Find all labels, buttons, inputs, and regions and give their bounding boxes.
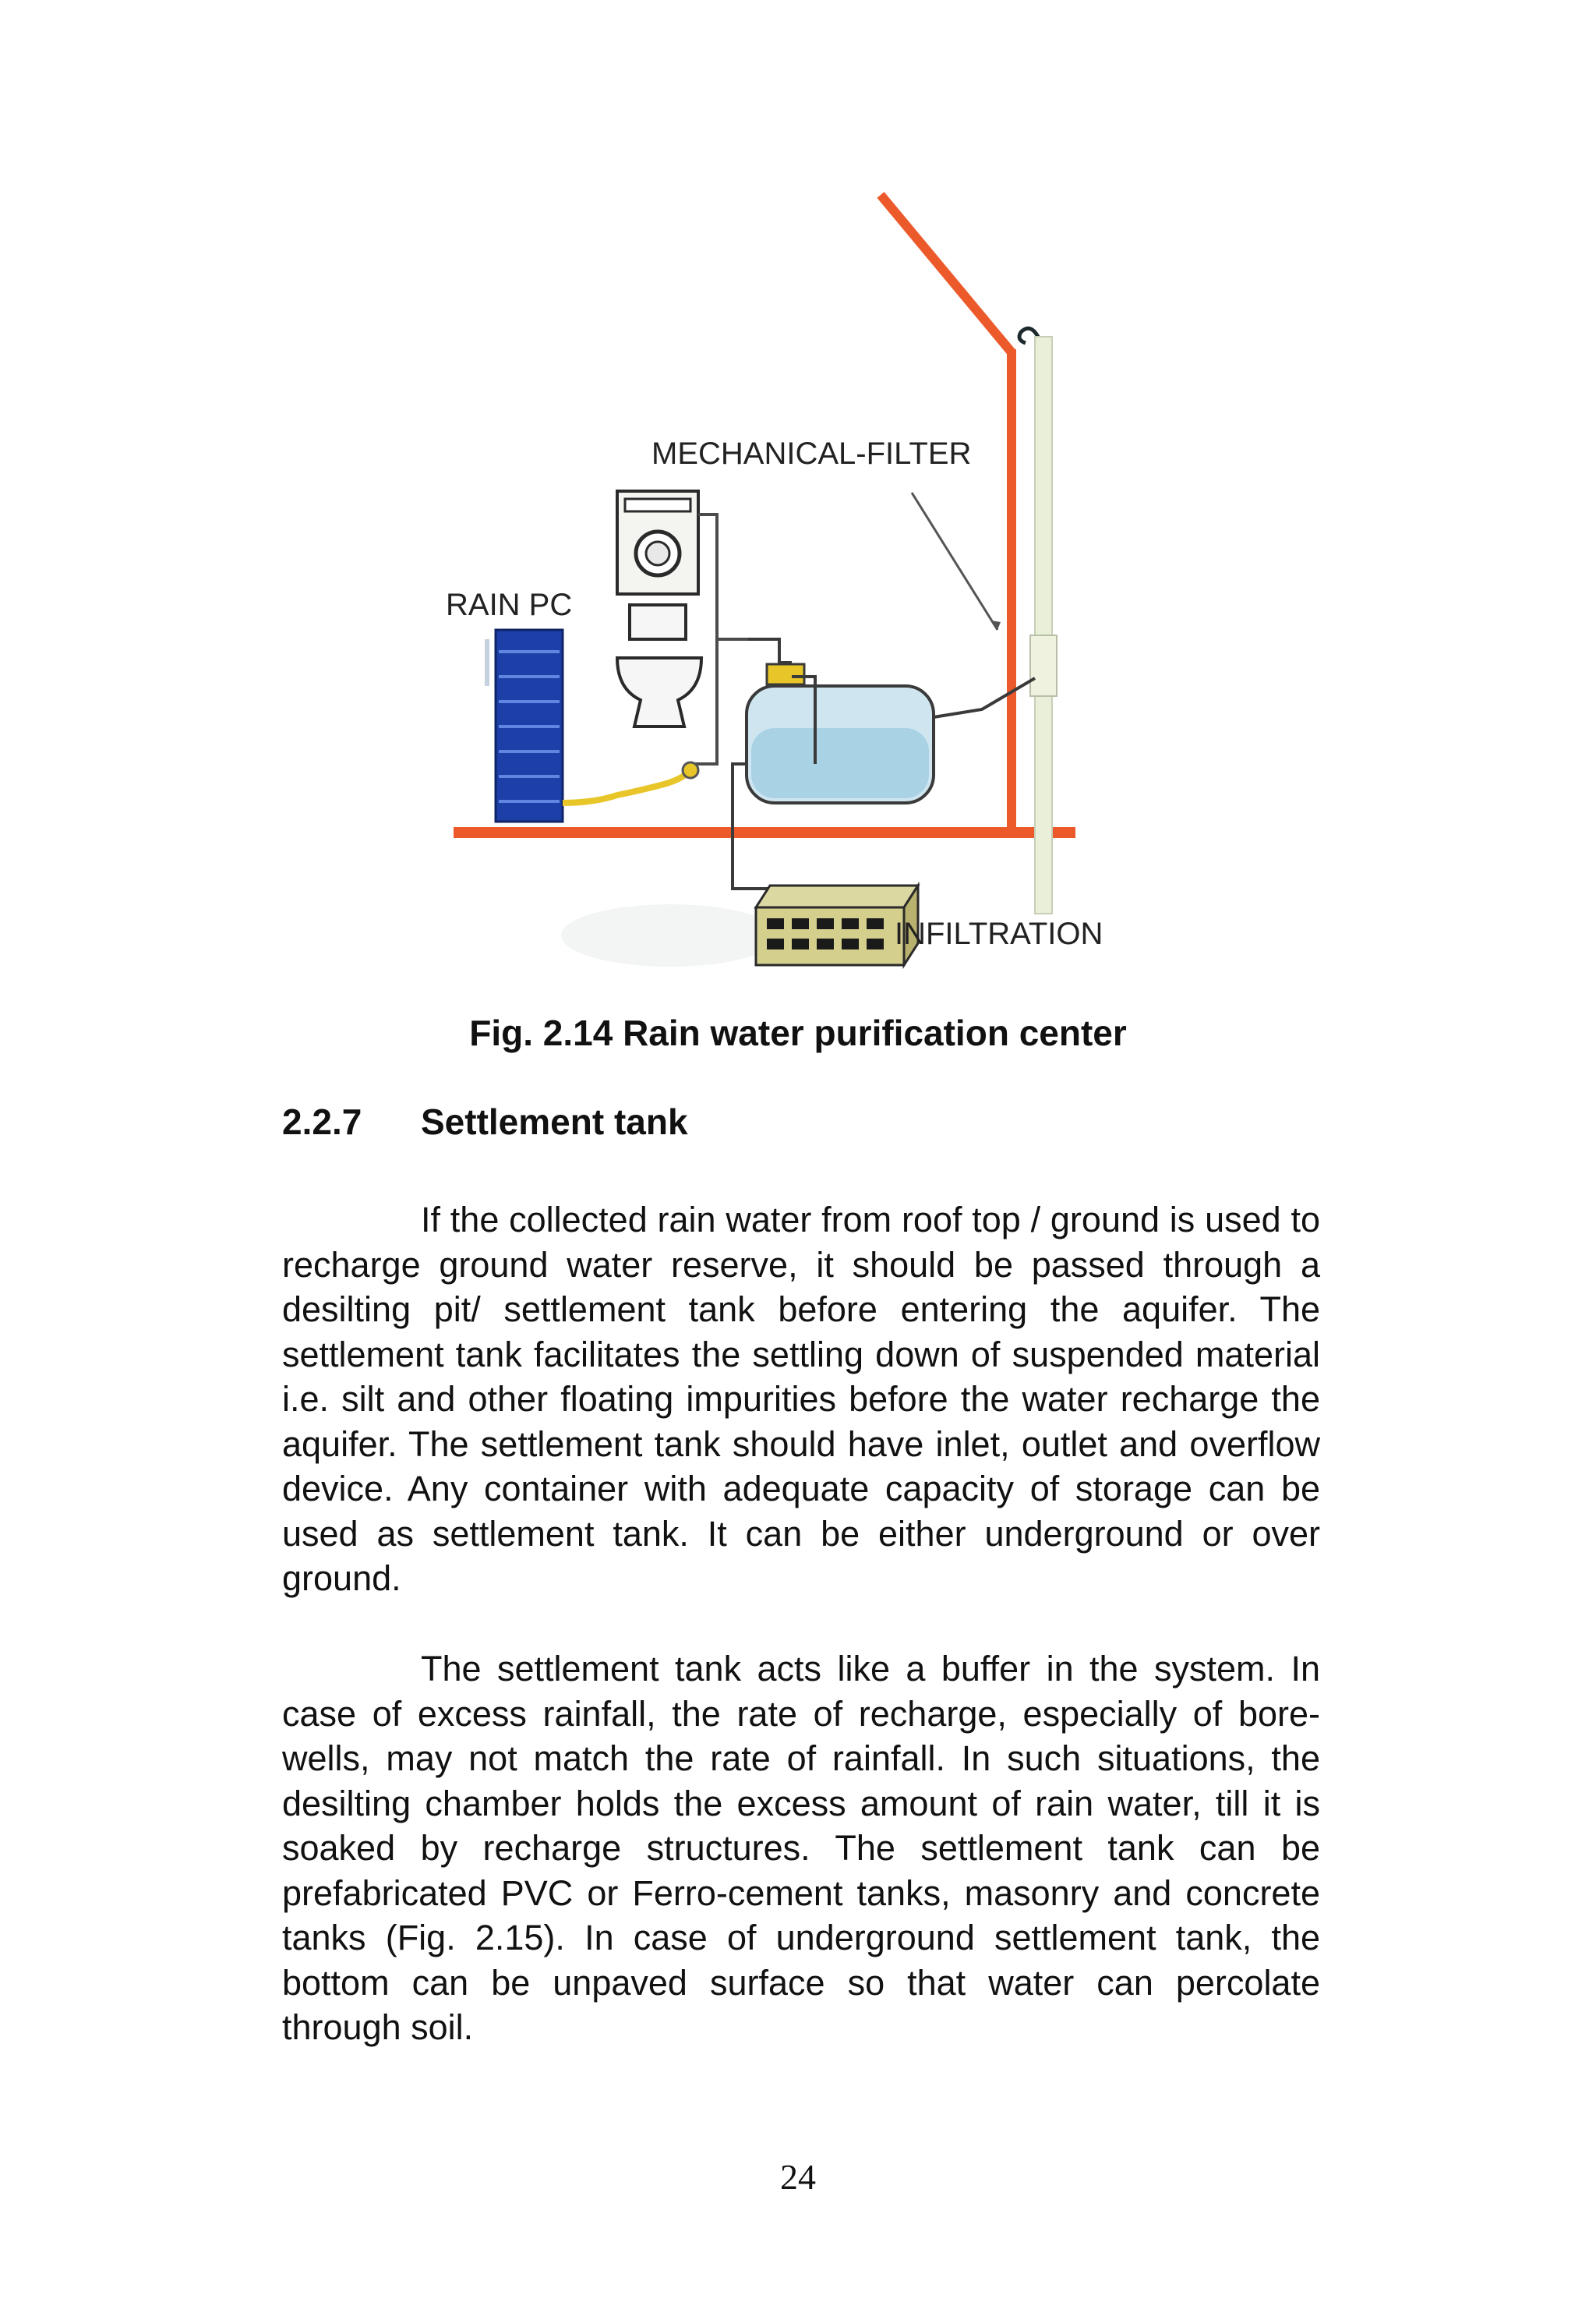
tank-water	[751, 728, 929, 798]
figure-caption: Fig. 2.14 Rain water purification center	[469, 1013, 1127, 1053]
washing-machine-panel	[625, 499, 690, 511]
infiltration-label: INFILTRATION	[895, 917, 1103, 951]
downpipe	[1035, 337, 1052, 914]
rain-drops	[485, 639, 489, 686]
infiltration-unit	[756, 907, 904, 965]
section-heading	[282, 1101, 688, 1143]
paragraph-1-text: If the collected rain water from roof top / ground is used to recharge ground water reserve, it should be passed through a desilting pit/ settlement tank before entering the aquifer. The settlement tank facilitates the settling down of suspended material i.e. silt and other floating impurities before the water recharge the aquifer. The settlement tank should have inlet, outlet and overflow device. Any container with adequate capacity of storage can be used as settlement tank. It can be either underground or over ground.	[282, 1200, 1320, 1598]
toilet-cistern	[630, 605, 686, 639]
paragraph-2	[282, 1646, 1320, 2050]
mechanical-filter-label: MECHANICAL-FILTER	[651, 437, 972, 471]
rain-water-purification-figure	[436, 171, 1138, 982]
figure-illustration	[436, 171, 1138, 982]
tank-inlet-valve	[767, 664, 804, 684]
page-number: 24	[780, 2157, 816, 2197]
rain-pc-label: RAIN PC	[446, 588, 573, 622]
paragraph-1	[282, 1197, 1320, 1601]
pipe-joint	[683, 762, 698, 778]
infiltration-unit-top	[756, 886, 918, 907]
downpipe-filter	[1030, 635, 1057, 696]
ground-shadow	[561, 904, 779, 967]
washing-machine-glass	[646, 542, 669, 565]
paragraph-2-text: The settlement tank acts like a buffer in the system. In case of excess rainfall, the rate of recharge, especially of bore-wells, may not match the rate of rainfall. In such situations, the desilting chamber holds the excess amount of rain water, till it is soaked by recharge structures. The settlement tank can be prefabricated PVC or Ferro-cement tanks, masonry and concrete tanks (Fig. 2.15). In case of underground settlement tank, the bottom can be unpaved surface so that water can percolate through soil.	[282, 1649, 1320, 2047]
section-title: Settlement tank	[421, 1101, 688, 1142]
section-number: 2.2.7	[282, 1101, 362, 1142]
